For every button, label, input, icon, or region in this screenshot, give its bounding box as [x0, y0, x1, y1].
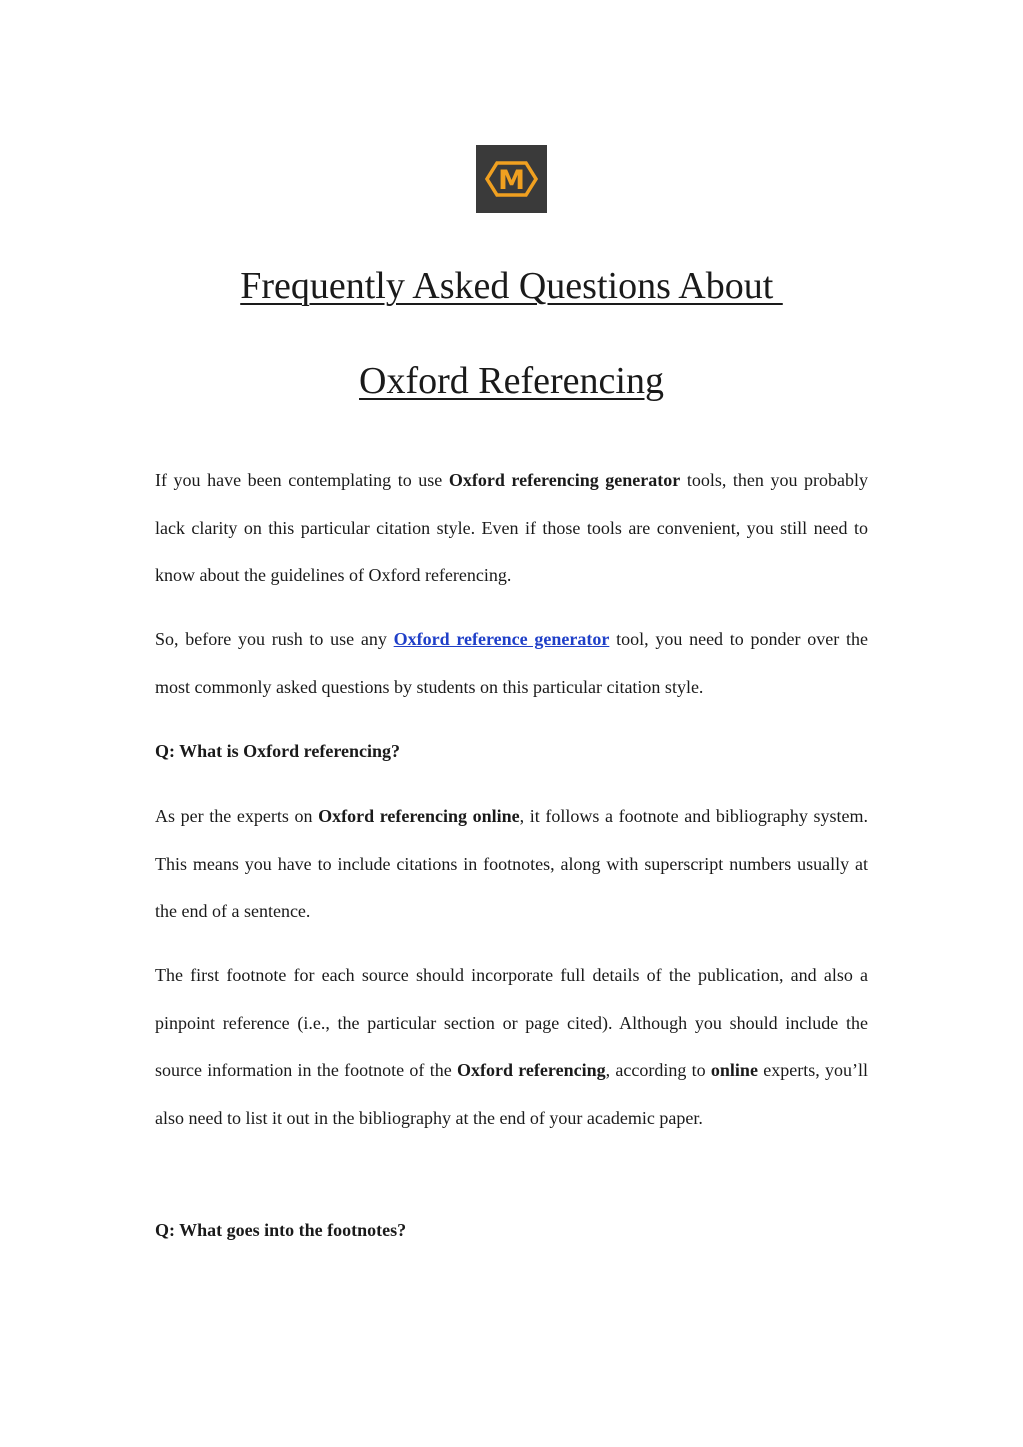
- page-title-line-2: Oxford Referencing: [359, 360, 664, 402]
- question-heading-2: Q: What goes into the footnotes?: [155, 1220, 407, 1240]
- logo: [476, 145, 547, 213]
- m-logo-icon: [476, 145, 547, 213]
- intro-paragraph-2: So, before you rush to use any Oxford reference generator tool, you need to ponder over the most commonly asked questions by students on this particular citation style.: [155, 629, 868, 697]
- page-title-line-1: Frequently Asked Questions About: [240, 265, 783, 307]
- intro-paragraph-1: If you have been contemplating to use Oxford referencing generator tools, then you probably lack clarity on this particular citation style. Even if those tools are convenient, you still need to know about the guidelines of Oxford referencing.: [155, 470, 868, 585]
- logo-letter: M: [498, 165, 525, 196]
- answer-paragraph-1: As per the experts on Oxford referencing online, it follows a footnote and bibliography system. This means you have to include citations in footnotes, along with superscript numbers usually at the end of a sentence.: [155, 806, 868, 921]
- question-heading-1: Q: What is Oxford referencing?: [155, 741, 400, 761]
- oxford-reference-generator-link[interactable]: Oxford reference generator: [393, 629, 610, 649]
- answer-paragraph-2: The first footnote for each source should incorporate full details of the publication, and also a pinpoint reference (i.e., the particular section or page cited). Although you should include the source information in the footnote of the Oxford referencing, according to online experts, you’ll also need to list it out in the bibliography at the end of your academic paper.: [155, 965, 868, 1128]
